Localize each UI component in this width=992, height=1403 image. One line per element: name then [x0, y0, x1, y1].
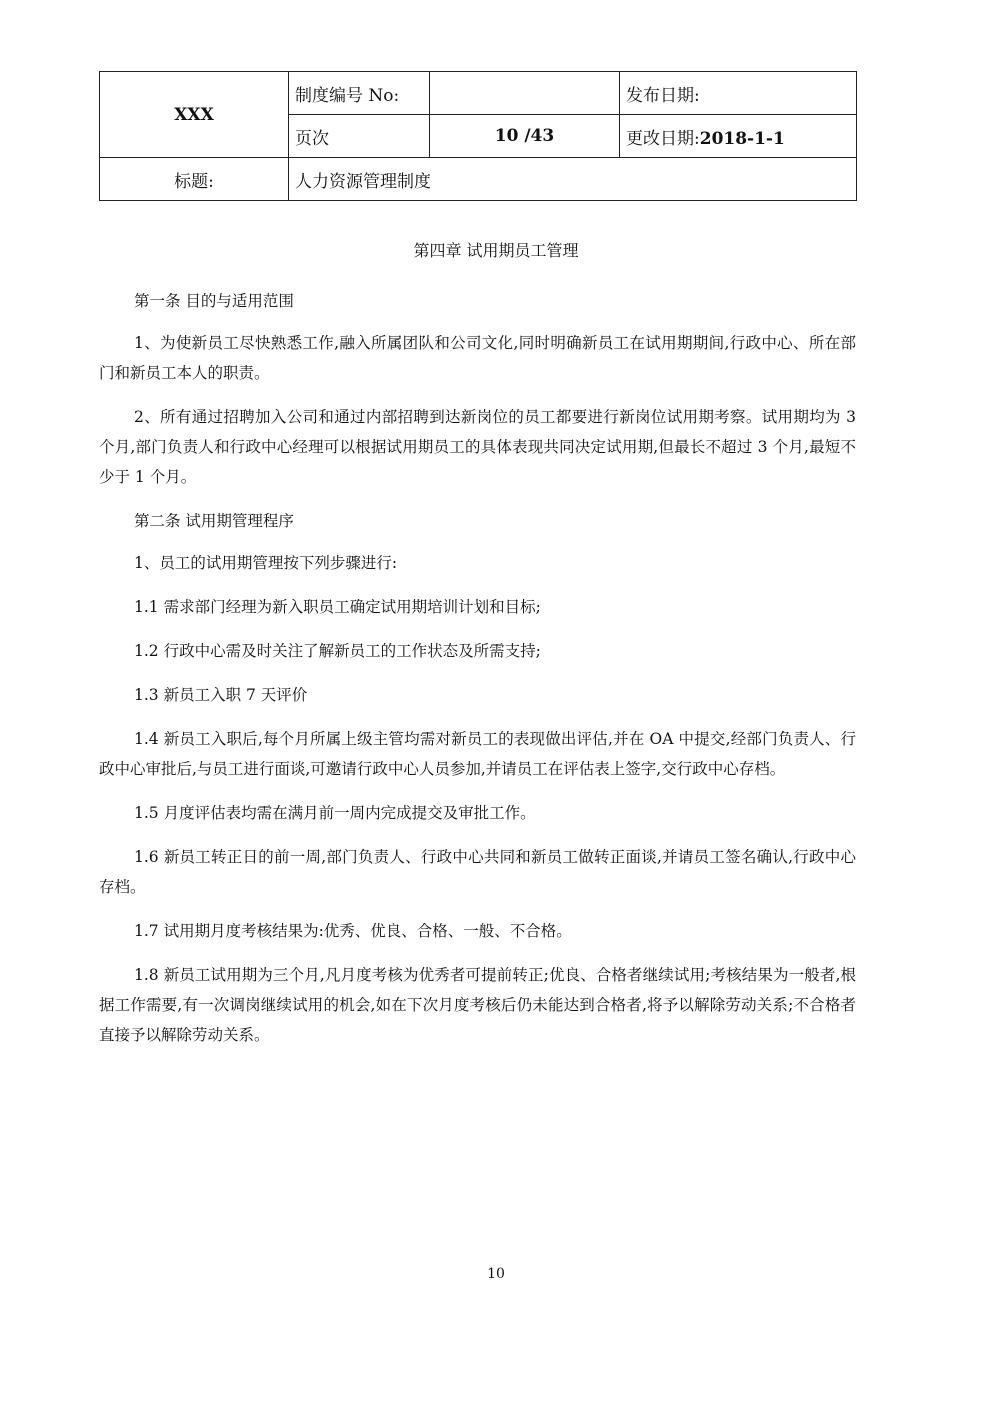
section-title: 第二条 试用期管理程序: [134, 512, 294, 530]
paragraph: 1、员工的试用期管理按下列步骤进行:: [134, 554, 398, 572]
paragraph: 1.3 新员工入职 7 天评价: [134, 686, 308, 704]
chapter-title: 第四章 试用期员工管理: [413, 241, 579, 260]
doc-number-label: 制度编号 No:: [289, 72, 430, 115]
paragraph: 1.5 月度评估表均需在满月前一周内完成提交及审批工作。: [134, 804, 536, 822]
company-name: XXX: [100, 72, 289, 158]
change-date-label: 更改日期:: [626, 128, 700, 149]
title-label: 标题:: [100, 158, 289, 201]
paragraph: 1.8 新员工试用期为三个月,凡月度考核为优秀者可提前转正;优良、合格者继续试用;考核结果为一般者,根据工作需要,有一次调岗继续试用的机会,如在下次月度考核后仍未能达到合格者,将予以解除劳动关系;不合格者直接予以解除劳动关系。: [99, 966, 856, 1044]
section-title: 第一条 目的与适用范围: [134, 292, 294, 310]
doc-number-value: [430, 72, 620, 115]
document-body: [99, 286, 856, 1064]
paragraph: 2、所有通过招聘加入公司和通过内部招聘到达新岗位的员工都要进行新岗位试用期考察。试用期均为 3 个月,部门负责人和行政中心经理可以根据试用期员工的具体表现共同决定试用期,但最长不超过 3 个月,最短不少于 1 个月。: [99, 408, 856, 486]
paragraph: 1.2 行政中心需及时关注了解新员工的工作状态及所需支持;: [134, 642, 541, 660]
paragraph: 1.1 需求部门经理为新入职员工确定试用期培训计划和目标;: [134, 598, 541, 616]
change-date-value: 2018-1-1: [699, 128, 785, 149]
document-header-table: [99, 71, 857, 201]
page-value: 10 /43: [430, 115, 620, 158]
page-label: 页次: [289, 115, 430, 158]
change-date-cell: [620, 115, 857, 158]
paragraph: 1、为使新员工尽快熟悉工作,融入所属团队和公司文化,同时明确新员工在试用期期间,行政中心、所在部门和新员工本人的职责。: [99, 334, 856, 382]
paragraph: 1.7 试用期月度考核结果为:优秀、优良、合格、一般、不合格。: [134, 922, 572, 940]
page-number: 10: [487, 1266, 505, 1282]
title-value: 人力资源管理制度: [289, 158, 857, 201]
paragraph: 1.6 新员工转正日的前一周,部门负责人、行政中心共同和新员工做转正面谈,并请员工签名确认,行政中心存档。: [99, 848, 856, 896]
release-date-label: 发布日期:: [620, 72, 857, 115]
paragraph: 1.4 新员工入职后,每个月所属上级主管均需对新员工的表现做出评估,并在 OA 中提交,经部门负责人、行政中心审批后,与员工进行面谈,可邀请行政中心人员参加,并请员工在评估表上签字,交行政中心存档。: [99, 730, 856, 778]
